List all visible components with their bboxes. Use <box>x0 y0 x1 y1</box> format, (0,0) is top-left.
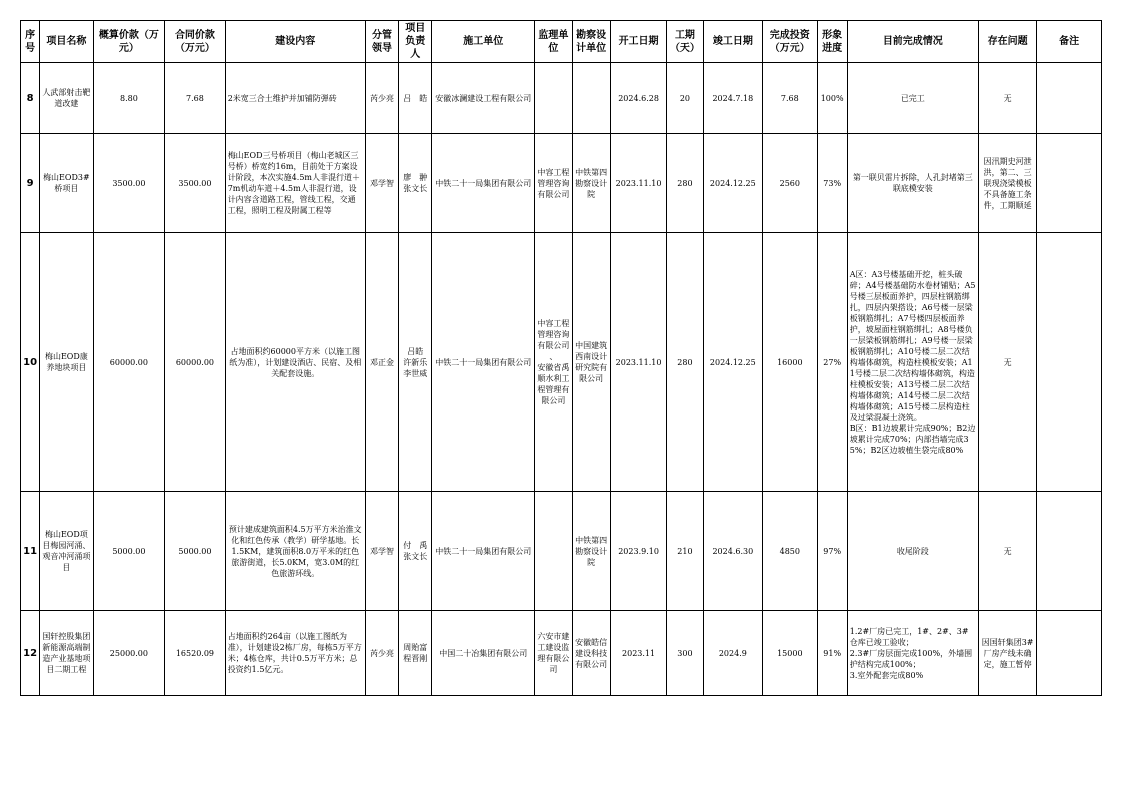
table-row <box>21 492 1102 611</box>
header-start: 开工日期 <box>610 21 666 63</box>
cell-remarks <box>1037 134 1102 233</box>
cell-builder: 中铁二十一局集团有限公司 <box>432 233 535 492</box>
cell-duration: 280 <box>667 233 703 492</box>
cell-start: 2023.9.10 <box>610 492 666 611</box>
cell-duration: 300 <box>667 611 703 696</box>
cell-seq: 9 <box>21 134 40 233</box>
cell-name: 梅山EOD3#桥项目 <box>40 134 93 233</box>
header-content: 建设内容 <box>225 21 365 63</box>
cell-leader: 芮少亮 <box>365 63 398 134</box>
cell-invest: 4850 <box>763 492 817 611</box>
header-duration: 工期（天） <box>667 21 703 63</box>
header-name: 项目名称 <box>40 21 93 63</box>
cell-content: 占地面积约60000平方米（以施工图纸为准），计划建设酒店、民宿、及相关配套设施。 <box>225 233 365 492</box>
header-contract: 合同价款（万元） <box>165 21 226 63</box>
header-owner: 项目负责人 <box>399 21 432 63</box>
cell-supervisor: 中容工程管理咨询有限公司 、 安徽省禹顺水利工程管理有限公司 <box>535 233 572 492</box>
cell-finish: 2024.7.18 <box>703 63 762 134</box>
cell-progress: 100% <box>817 63 847 134</box>
cell-name: 梅山EOD康养地块项目 <box>40 233 93 492</box>
cell-seq: 11 <box>21 492 40 611</box>
cell-issues: 无 <box>978 233 1036 492</box>
cell-surveyor: 安徽皓信建设科技有限公司 <box>572 611 610 696</box>
cell-progress: 97% <box>817 492 847 611</box>
cell-status: 已完工 <box>847 63 978 134</box>
cell-name: 梅山EOD项目梅园河涌、观音冲河涌项目 <box>40 492 93 611</box>
cell-content: 2米宽三合土维护并加铺防弹砖 <box>225 63 365 134</box>
cell-duration: 210 <box>667 492 703 611</box>
cell-name: 国轩控股集团新能源高端制造产业基地项目二期工程 <box>40 611 93 696</box>
cell-budget: 60000.00 <box>93 233 165 492</box>
cell-builder: 中铁二十一局集团有限公司 <box>432 134 535 233</box>
cell-invest: 2560 <box>763 134 817 233</box>
cell-issues: 无 <box>978 492 1036 611</box>
cell-remarks <box>1037 233 1102 492</box>
cell-leader: 邓正金 <box>365 233 398 492</box>
cell-supervisor <box>535 63 572 134</box>
cell-start: 2023.11.10 <box>610 233 666 492</box>
header-builder: 施工单位 <box>432 21 535 63</box>
cell-duration: 20 <box>667 63 703 134</box>
cell-remarks <box>1037 63 1102 134</box>
cell-finish: 2024.12.25 <box>703 134 762 233</box>
cell-supervisor <box>535 492 572 611</box>
cell-issues: 无 <box>978 63 1036 134</box>
cell-issues: 因汛期史河泄洪，第二、三联现浇梁模板不具备施工条件，工期顺延 <box>978 134 1036 233</box>
cell-leader: 芮少亮 <box>365 611 398 696</box>
header-seq: 序号 <box>21 21 40 63</box>
cell-start: 2023.11.10 <box>610 134 666 233</box>
cell-leader: 邓学智 <box>365 492 398 611</box>
cell-surveyor: 中铁第四勘察设计院 <box>572 134 610 233</box>
cell-builder: 安徽冰澜建设工程有限公司 <box>432 63 535 134</box>
cell-content: 梅山EOD三号桥项目（梅山老城区三号桥）桥宽约16m，目前处于方案设计阶段，本次实施4.5m人非混行道＋7m机动车道＋4.5m人非混行道，设计内容含道路工程，管线工程，交通工程，照明工程及附属工程等 <box>225 134 365 233</box>
header-supervisor: 监理单位 <box>535 21 572 63</box>
cell-content: 占地面积约264亩（以施工图纸为准），计划建设2栋厂房，每栋5万平方米；4栋仓库，共计0.5万平方米；总投资约1.5亿元。 <box>225 611 365 696</box>
cell-supervisor: 中容工程管理咨询有限公司 <box>535 134 572 233</box>
cell-contract: 60000.00 <box>165 233 226 492</box>
cell-finish: 2024.6.30 <box>703 492 762 611</box>
cell-supervisor: 六安市建工建设监理有限公司 <box>535 611 572 696</box>
project-progress-table <box>20 20 1102 696</box>
cell-surveyor <box>572 63 610 134</box>
cell-leader: 邓学智 <box>365 134 398 233</box>
cell-seq: 12 <box>21 611 40 696</box>
header-leader: 分管领导 <box>365 21 398 63</box>
cell-seq: 8 <box>21 63 40 134</box>
table-row <box>21 611 1102 696</box>
cell-invest: 7.68 <box>763 63 817 134</box>
header-progress: 形象进度 <box>817 21 847 63</box>
cell-status: 1.2#厂房已完工，1#、2#、3#仓库已竣工验收； 2.3#厂房层面完成100%，外墙围护结构完成100%； 3.室外配套完成80% <box>847 611 978 696</box>
header-row <box>21 21 1102 63</box>
cell-owner: 吕皓 许新乐 李世威 <box>399 233 432 492</box>
table-row <box>21 233 1102 492</box>
header-finish: 竣工日期 <box>703 21 762 63</box>
header-remarks: 备注 <box>1037 21 1102 63</box>
cell-builder: 中国二十冶集团有限公司 <box>432 611 535 696</box>
header-status: 目前完成情况 <box>847 21 978 63</box>
cell-finish: 2024.12.25 <box>703 233 762 492</box>
header-budget: 概算价款（万元） <box>93 21 165 63</box>
cell-budget: 5000.00 <box>93 492 165 611</box>
cell-status: 第一联贝雷片拆除，人孔封堵第三联底模安装 <box>847 134 978 233</box>
header-invest: 完成投资（万元） <box>763 21 817 63</box>
cell-owner: 周贻富 程晋刚 <box>399 611 432 696</box>
table-row <box>21 134 1102 233</box>
cell-progress: 27% <box>817 233 847 492</box>
cell-issues: 因国轩集团3#厂房产线未确定，施工暂停 <box>978 611 1036 696</box>
cell-seq: 10 <box>21 233 40 492</box>
cell-surveyor: 中国建筑西南设计研究院有限公司 <box>572 233 610 492</box>
cell-contract: 5000.00 <box>165 492 226 611</box>
header-issues: 存在问题 <box>978 21 1036 63</box>
cell-progress: 73% <box>817 134 847 233</box>
cell-contract: 16520.09 <box>165 611 226 696</box>
cell-remarks <box>1037 611 1102 696</box>
cell-status: A区：A3号楼基础开挖，桩头破碎；A4号楼基础防水卷材铺贴；A5号楼三层板面养护，四层柱钢筋绑扎，四层内架搭设；A6号楼一层梁板钢筋绑扎；A7号楼四层板面养护，坡屋面柱钢筋绑扎；A8号楼负一层梁板钢筋绑扎；A9号楼一层梁板钢筋绑扎；A10号楼二层二次结构墙体砌筑，构造柱模板安装；A11号楼二层二次结构墙体砌筑，构造柱模板安装；A13号楼二层二次结构墙体砌筑；A14号楼二层二次结构墙体砌筑；A15号楼二层构造柱及过梁混凝土浇筑。 B区：B1边坡累计完成90%；B2边坡累计完成70%；内部挡墙完成35%；B2区边坡植生袋完成80% <box>847 233 978 492</box>
cell-status: 收尾阶段 <box>847 492 978 611</box>
cell-surveyor: 中铁第四勘察设计院 <box>572 492 610 611</box>
header-surveyor: 勘察设计单位 <box>572 21 610 63</box>
table-row <box>21 63 1102 134</box>
cell-builder: 中铁二十一局集团有限公司 <box>432 492 535 611</box>
cell-owner: 廖 翀 张文长 <box>399 134 432 233</box>
cell-owner: 付 禹 张文长 <box>399 492 432 611</box>
cell-budget: 3500.00 <box>93 134 165 233</box>
cell-remarks <box>1037 492 1102 611</box>
cell-invest: 16000 <box>763 233 817 492</box>
cell-start: 2023.11 <box>610 611 666 696</box>
cell-content: 预计建成建筑面积4.5万平方米治淮文化和红色传承（教学）研学基地。长1.5KM，建筑面积8.0万平米的红色旅游街道，长5.0KM，宽3.0M的红色旅游环线。 <box>225 492 365 611</box>
cell-contract: 7.68 <box>165 63 226 134</box>
cell-name: 人武部射击靶道改建 <box>40 63 93 134</box>
cell-finish: 2024.9 <box>703 611 762 696</box>
cell-invest: 15000 <box>763 611 817 696</box>
cell-owner: 吕 皓 <box>399 63 432 134</box>
cell-start: 2024.6.28 <box>610 63 666 134</box>
cell-budget: 25000.00 <box>93 611 165 696</box>
cell-contract: 3500.00 <box>165 134 226 233</box>
cell-progress: 91% <box>817 611 847 696</box>
cell-duration: 280 <box>667 134 703 233</box>
cell-budget: 8.80 <box>93 63 165 134</box>
